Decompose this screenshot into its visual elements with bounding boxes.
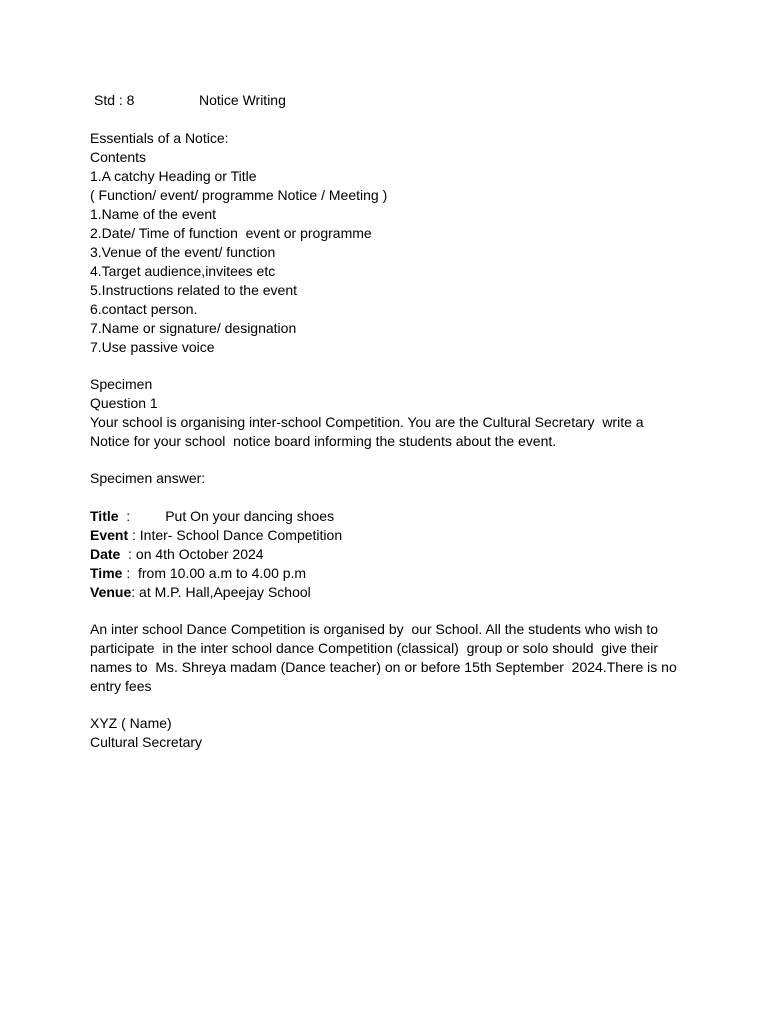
event-value: : Inter- School Dance Competition <box>128 527 343 543</box>
essentials-item: 3.Venue of the event/ function <box>90 244 276 260</box>
std-label: Std : 8 <box>94 92 135 108</box>
essentials-item: 4.Target audience,invitees etc <box>90 263 276 279</box>
event-key: Event <box>90 527 129 543</box>
signature-name: XYZ ( Name) <box>90 715 172 731</box>
question-label: Question 1 <box>90 395 158 411</box>
date-key: Date <box>90 546 121 562</box>
question-text-line: Your school is organising inter-school Competition. You are the Cultural Secretary write a <box>90 414 644 430</box>
signature-designation: Cultural Secretary <box>90 734 203 750</box>
time-key: Time <box>90 565 123 581</box>
notice-body-line: An inter school Dance Competition is organised by our School. All the students who wish to <box>90 621 659 637</box>
title-field <box>90 507 334 526</box>
event-field <box>90 526 342 545</box>
venue-key: Venue <box>90 584 132 600</box>
essentials-item: ( Function/ event/ programme Notice / Meeting ) <box>90 187 388 203</box>
time-field <box>90 564 306 583</box>
venue-field <box>90 583 311 602</box>
title-value: : Put On your dancing shoes <box>118 508 335 524</box>
notice-body-line: participate in the inter school dance Competition (classical) group or solo should give their <box>90 640 659 656</box>
notice-body-line: entry fees <box>90 678 152 694</box>
essentials-item: 5.Instructions related to the event <box>90 282 298 298</box>
time-value: : from 10.00 a.m to 4.00 p.m <box>122 565 307 581</box>
essentials-item: 1.Name of the event <box>90 206 217 222</box>
essentials-item: 1.A catchy Heading or Title <box>90 168 257 184</box>
contents-label: Contents <box>90 149 147 165</box>
specimen-answer-label: Specimen answer: <box>90 470 206 486</box>
essentials-item: 7.Name or signature/ designation <box>90 320 297 336</box>
essentials-item: 2.Date/ Time of function event or programme <box>90 225 372 241</box>
question-text-line: Notice for your school notice board informing the students about the event. <box>90 433 557 449</box>
notice-body-line: names to Ms. Shreya madam (Dance teacher) on or before 15th September 2024.There is no <box>90 659 677 675</box>
specimen-label: Specimen <box>90 376 153 392</box>
title-key: Title <box>90 508 119 524</box>
date-value: : on 4th October 2024 <box>120 546 264 562</box>
venue-value: : at M.P. Hall,Apeejay School <box>131 584 311 600</box>
page-title: Notice Writing <box>199 92 286 108</box>
essentials-item: 7.Use passive voice <box>90 339 215 355</box>
essentials-item: 6.contact person. <box>90 301 198 317</box>
essentials-heading: Essentials of a Notice: <box>90 130 229 146</box>
date-field <box>90 545 264 564</box>
